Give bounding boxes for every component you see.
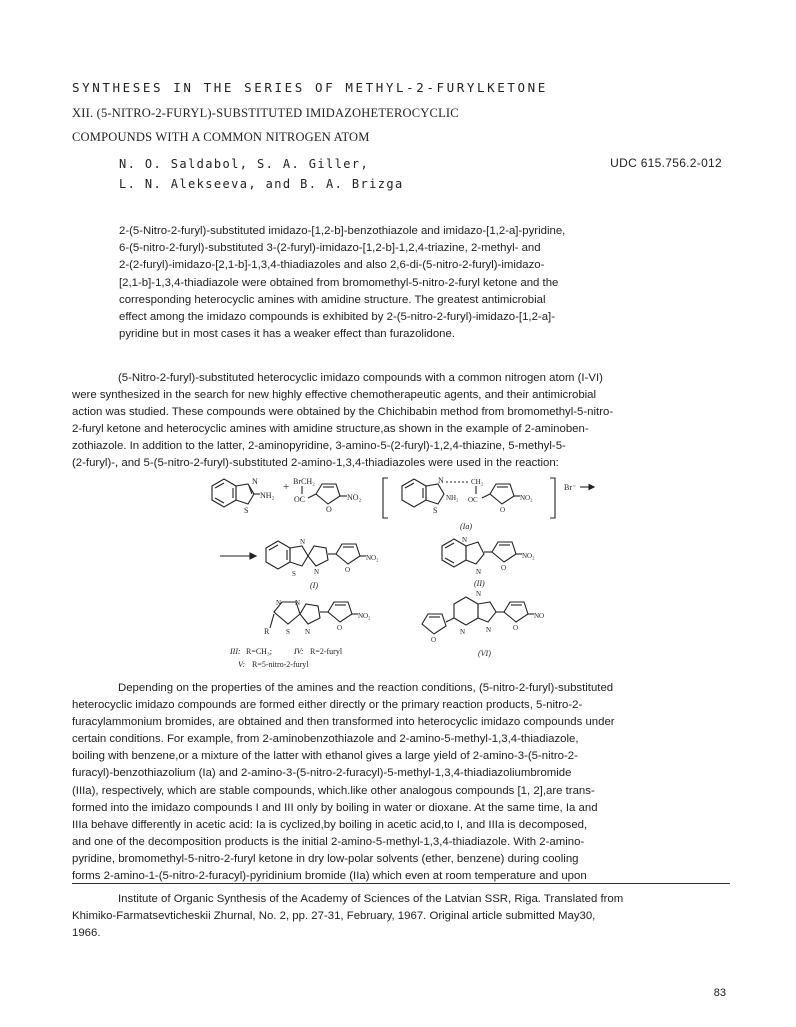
compound-label-iv: IV:: [294, 647, 304, 656]
article-title-line1: XII. (5-NITRO-2-FURYL)-SUBSTITUTED IMIDAZOHETEROCYCLIC: [72, 106, 459, 120]
compound-label-ii: (II): [474, 579, 485, 588]
atom-label: N: [305, 628, 311, 636]
body-line: (5-Nitro-2-furyl)-substituted heterocyclic imidazo compounds with a common nitrogen atom (I-VI): [118, 372, 603, 384]
atom-label: N: [252, 477, 258, 486]
abstract-line: [2,1-b]-1,3,4-thiadiazole were obtained from bromomethyl-5-nitro-2-furyl ketone and the: [119, 276, 559, 289]
atom-label: N: [276, 599, 282, 607]
atom-label: N: [314, 568, 320, 576]
compound-label-i: (I): [310, 581, 318, 590]
series-title: SYNTHESES IN THE SERIES OF METHYL-2-FURYLKETONE: [72, 80, 548, 95]
substituent-v: R=5-nitro-2-furyl: [252, 660, 309, 669]
body-line: IIIa behave differently in acetic acid: Ia is cyclized,by boiling in acetic acid,to I, and IIIa is decomposed,: [72, 818, 588, 831]
body-line: and one of the decomposition products is the initial 2-amino-5-methyl-1,3,4-thiadiazole. With 2-amino-: [72, 835, 585, 848]
bromomethyl-ketone-structure: [293, 477, 362, 514]
atom-label: NO₂: [522, 552, 535, 560]
atom-label: N: [300, 538, 306, 546]
atom-label: O: [326, 505, 332, 514]
abstract-line: pyridine but in most cases it has a weaker effect than furazolidone.: [119, 328, 456, 341]
footnote-line: Institute of Organic Synthesis of the Academy of Sciences of the Latvian SSR, Riga. Translated from: [118, 893, 624, 905]
atom-label: S: [433, 506, 438, 515]
compound-i-structure: [266, 538, 379, 578]
article-title-line2: COMPOUNDS WITH A COMMON NITROGEN ATOM: [72, 130, 370, 144]
body-line: action was studied. These compounds were obtained by the Chichibabin method from bromomethyl-5-nitro-: [72, 406, 614, 419]
atom-label: NH₂: [260, 491, 275, 500]
atom-label: N: [295, 599, 301, 607]
atom-label: NO₂: [347, 493, 362, 502]
compound-label-vi: (VI): [478, 649, 491, 658]
compound-label-iii: III:: [230, 647, 241, 656]
atom-label: NH₂: [446, 494, 459, 502]
atom-label: S: [292, 570, 296, 578]
body-line: zothiazole. In addition to the latter, 2-aminopyridine, 3-amino-5-(2-furyl)-1,2,4-thiazine, 5-methyl-5-: [72, 440, 566, 453]
atom-label: N: [476, 590, 482, 598]
authors-line1: N. O. Saldabol, S. A. Giller,: [119, 157, 370, 171]
footnote-line: 1966.: [72, 927, 101, 939]
intermediate-ia-structure: [383, 476, 594, 518]
atom-label: BrCH₂: [293, 477, 315, 486]
footnote-line: Khimiko-Farmatsevticheskii Zhurnal, No. 2, pp. 27-31, February, 1967. Original article submitted May30,: [72, 910, 596, 922]
atom-label: O: [345, 566, 351, 574]
body-line: pyridine, bromomethyl-5-nitro-2-furyl ketone in dry low-polar solvents (ether, benzene) during cooling: [72, 852, 579, 865]
abstract: [119, 223, 729, 343]
body-line: forms 2-amino-1-(5-nitro-2-furacyl)-pyridinium bromide (IIa) which even at room temperature and upon: [72, 870, 587, 883]
atom-label: N: [460, 628, 466, 636]
atom-label: S: [286, 628, 290, 636]
body-paragraph-1: [72, 370, 732, 473]
body-line: Depending on the properties of the amines and the reaction conditions, (5-nitro-2-furyl)-substituted: [118, 682, 614, 694]
udc-code: UDC 615.756.2-012: [610, 156, 722, 170]
body-line: (IIIa), respectively, which are stable compounds, which.like other analogous compounds [1, 2],are trans-: [72, 784, 595, 797]
atom-label: O: [431, 636, 437, 644]
atom-label: NO₂: [358, 612, 371, 620]
reaction-arrow-icon: [250, 553, 256, 559]
atom-label: O: [337, 624, 343, 632]
atom-label: O: [513, 624, 519, 632]
body-line: (2-furyl)-, and 5-(5-nitro-2-furyl)-substituted 2-amino-1,3,4-thiadiazoles were used in the reaction:: [72, 457, 559, 470]
aminobenzothiazole-structure: [212, 477, 275, 515]
reaction-scheme: [190, 474, 630, 674]
plus-sign: +: [283, 481, 290, 493]
footnote-divider: [72, 883, 730, 884]
body-line: heterocyclic imidazo compounds are formed either directly or the primary reaction products, 5-nitro-2-: [72, 699, 583, 712]
atom-label: N: [438, 476, 444, 485]
body-line: 2-furyl ketone and heterocyclic amines with amidine structure,as shown in the example of 2-aminoben-: [72, 423, 589, 436]
compound-ii-structure: [442, 536, 535, 576]
body-line: boiling with benzene,or a mixture of the latter with ethanol gives a large yield of 2-amino-3-(5-nitro-2-: [72, 750, 578, 763]
atom-label: NO: [534, 612, 545, 620]
compound-vi-structure: [422, 590, 544, 644]
compound-iii-v-structure: [264, 599, 371, 636]
abstract-line: 2-(5-Nitro-2-furyl)-substituted imidazo-[1,2-b]-benzothiazole and imidazo-[1,2-a]-pyridine,: [119, 225, 566, 237]
body-line: furacylammonium bromides, are obtained and then transformed into heterocyclic imidazo compounds under: [72, 716, 615, 729]
abstract-line: 6-(5-nitro-2-furyl)-substituted 3-(2-furyl)-imidazo-[1,2-b]-1,2,4-triazine, 2-methyl- and: [119, 242, 541, 255]
body-line: were synthesized in the search for new highly effective chemotherapeutic agents, and their antimicrobial: [72, 389, 597, 402]
atom-label: OC: [468, 496, 478, 504]
abstract-line: corresponding heterocyclic amines with amidine structure. The greatest antimicrobial: [119, 293, 546, 306]
abstract-line: effect among the imidazo compounds is exhibited by 2-(5-nitro-2-furyl)-imidazo-[1,2-a]-: [119, 311, 555, 324]
atom-label: Br⁻: [564, 483, 577, 492]
abstract-line: 2-(2-furyl)-imidazo-[2,1-b]-1,3,4-thiadiazoles and also 2,6-di-(5-nitro-2-furyl)-imidazo-: [119, 259, 545, 272]
authors-block: [119, 154, 404, 194]
atom-label: S: [244, 506, 249, 515]
body-line: formed into the imidazo compounds I and III only by boiling in water or dioxane. At the same time, Ia and: [72, 801, 598, 814]
authors-line2: L. N. Alekseeva, and B. A. Brizga: [119, 177, 404, 191]
compound-label-v: V:: [238, 660, 246, 669]
atom-label: R: [264, 627, 270, 636]
atom-label: NO₂: [520, 494, 533, 502]
atom-label: O: [501, 564, 507, 572]
body-line: furacyl)-benzothiazolium (Ia) and 2-amino-3-(5-nitro-2-furacyl)-5-methyl-1,3,4-thiadiazoliumbromide: [72, 767, 572, 780]
substituent-iii: R=CH₃;: [246, 647, 272, 656]
page-number: 83: [713, 987, 726, 999]
body-paragraph-2: [72, 680, 732, 885]
atom-label: N: [476, 568, 482, 576]
atom-label: CH₂: [471, 478, 484, 486]
atom-label: O: [500, 506, 506, 514]
substituent-iv: R=2-furyl: [310, 647, 343, 656]
atom-label: NO₂: [366, 554, 379, 562]
compound-label-ia: (Ia): [460, 522, 472, 531]
atom-label: N: [486, 626, 492, 634]
atom-label: N: [462, 536, 468, 544]
footnote: [72, 891, 732, 942]
atom-label: OC: [294, 495, 306, 504]
body-line: certain conditions. For example, from 2-aminobenzothiazole and 2-amino-5-methyl-1,3,4-thiadiazole,: [72, 733, 579, 746]
